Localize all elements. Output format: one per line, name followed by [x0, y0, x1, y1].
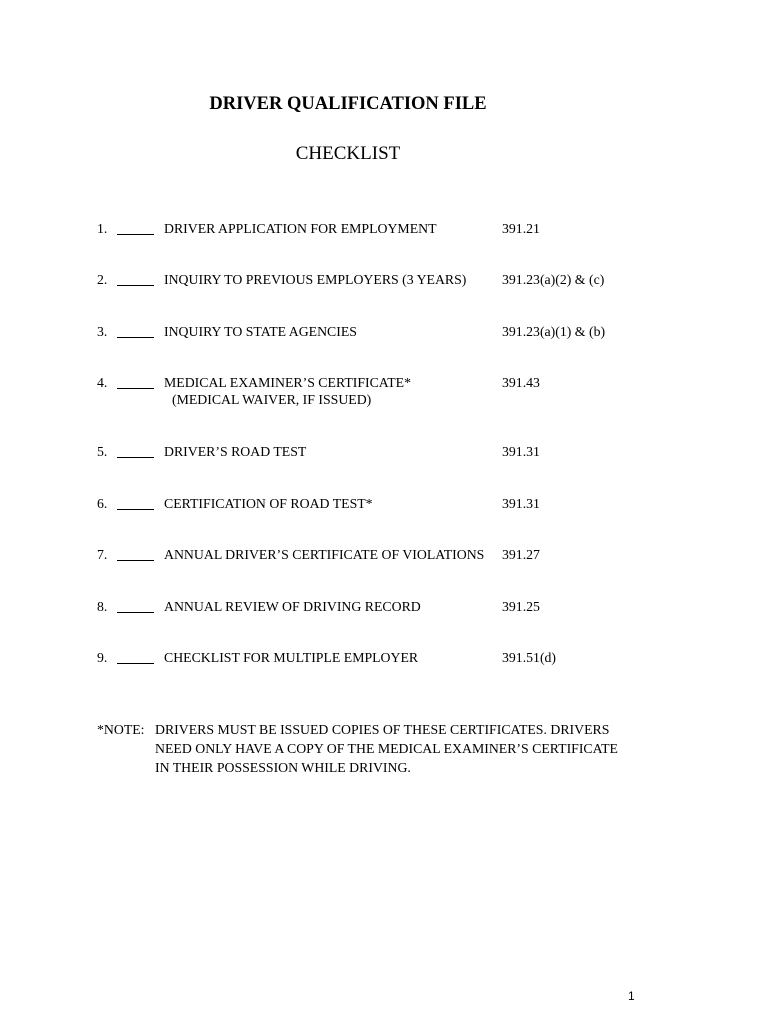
- item-number: 9.: [97, 650, 108, 665]
- page-number: 1: [628, 989, 635, 1003]
- item-description: ANNUAL REVIEW OF DRIVING RECORD: [164, 599, 421, 614]
- item-number: 6.: [97, 496, 108, 511]
- item-reference: 391.23(a)(1) & (b): [502, 324, 606, 339]
- item-reference: 391.25: [502, 599, 540, 614]
- item-reference: 391.43: [502, 375, 540, 390]
- document-subtitle: CHECKLIST: [295, 143, 401, 164]
- check-blank[interactable]: [117, 509, 154, 510]
- item-number: 3.: [97, 324, 108, 339]
- item-reference: 391.31: [502, 496, 540, 511]
- item-reference: 391.21: [502, 221, 540, 236]
- item-number: 7.: [97, 547, 108, 562]
- item-number: 5.: [97, 444, 108, 459]
- item-number: 4.: [97, 375, 108, 390]
- item-number: 1.: [97, 221, 108, 236]
- note-line: NEED ONLY HAVE A COPY OF THE MEDICAL EXAMINER’S CERTIFICATE: [155, 741, 618, 756]
- item-description: INQUIRY TO PREVIOUS EMPLOYERS (3 YEARS): [164, 272, 467, 287]
- check-blank[interactable]: [117, 337, 154, 338]
- item-description: ANNUAL DRIVER’S CERTIFICATE OF VIOLATIONS: [164, 547, 485, 562]
- item-description: CERTIFICATION OF ROAD TEST*: [164, 496, 373, 511]
- document-title: DRIVER QUALIFICATION FILE: [209, 94, 487, 114]
- check-blank[interactable]: [117, 388, 154, 389]
- note-line: IN THEIR POSSESSION WHILE DRIVING.: [155, 760, 411, 775]
- check-blank[interactable]: [117, 560, 154, 561]
- item-description: DRIVER APPLICATION FOR EMPLOYMENT: [164, 221, 437, 236]
- item-reference: 391.23(a)(2) & (c): [502, 272, 605, 287]
- item-number: 8.: [97, 599, 108, 614]
- check-blank[interactable]: [117, 612, 154, 613]
- check-blank[interactable]: [117, 457, 154, 458]
- note-label: *NOTE:: [97, 722, 145, 737]
- item-description: DRIVER’S ROAD TEST: [164, 444, 307, 459]
- item-description: MEDICAL EXAMINER’S CERTIFICATE*: [164, 375, 411, 390]
- item-subtext: (MEDICAL WAIVER, IF ISSUED): [172, 392, 372, 407]
- note-line: DRIVERS MUST BE ISSUED COPIES OF THESE CERTIFICATES. DRIVERS: [155, 722, 610, 737]
- item-number: 2.: [97, 272, 108, 287]
- check-blank[interactable]: [117, 663, 154, 664]
- check-blank[interactable]: [117, 285, 154, 286]
- check-blank[interactable]: [117, 234, 154, 235]
- item-reference: 391.31: [502, 444, 540, 459]
- item-description: CHECKLIST FOR MULTIPLE EMPLOYER: [164, 650, 419, 665]
- item-reference: 391.51(d): [502, 650, 557, 665]
- item-description: INQUIRY TO STATE AGENCIES: [164, 324, 357, 339]
- item-reference: 391.27: [502, 547, 540, 562]
